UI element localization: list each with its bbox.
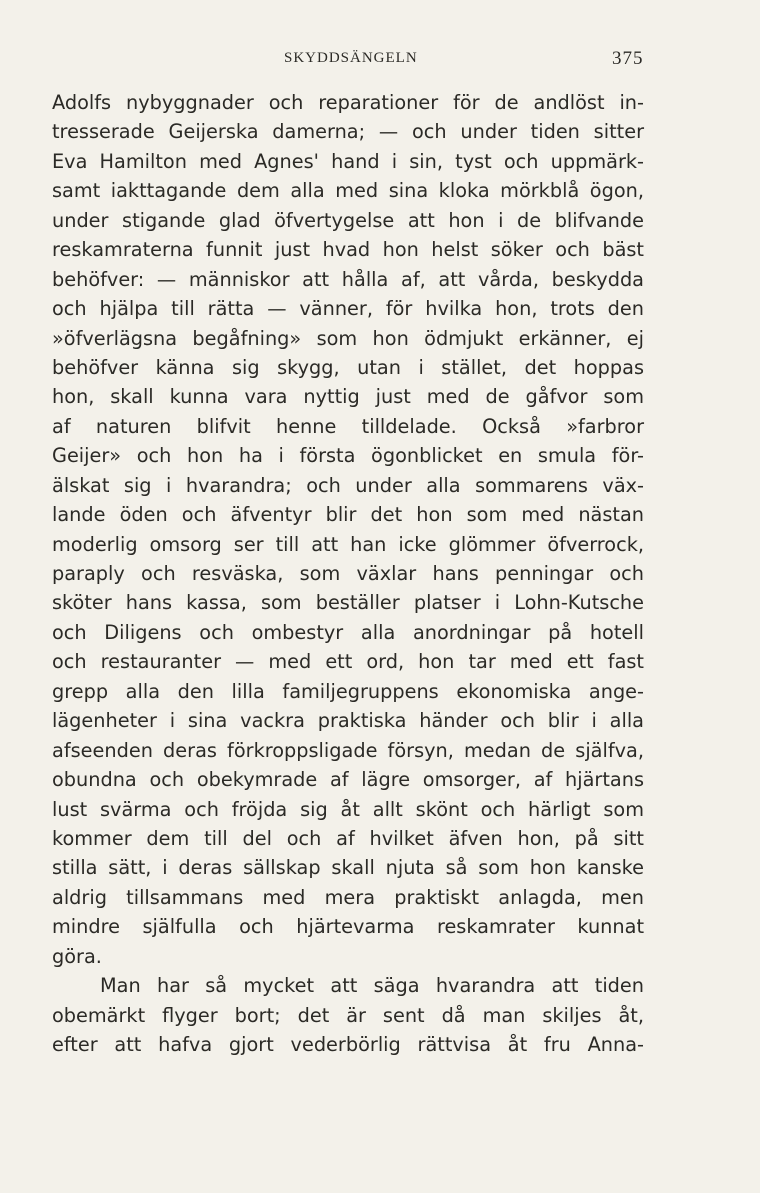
- text-line: tresserade Geijerska damerna; — och under tiden sitter: [52, 120, 644, 144]
- text-line: och restauranter — med ett ord, hon tar med ett fast: [52, 650, 644, 674]
- paragraph-end-line: göra.: [52, 944, 102, 968]
- text-line: reskamraterna funnit just hvad hon helst söker och bäst: [52, 238, 644, 262]
- text-line: Geijer» och hon ha i första ögonblicket en smula för-: [52, 444, 644, 468]
- text-line: hon, skall kunna vara nyttig just med de gåfvor som: [52, 385, 644, 409]
- text-line: obemärkt flyger bort; det är sent då man skiljes åt,: [52, 1003, 644, 1027]
- text-line: lust svärma och fröjda sig åt allt skönt och härligt som: [52, 797, 644, 821]
- text-line: mindre själfulla och hjärtevarma reskamrater kunnat: [52, 915, 644, 939]
- paragraph-start-line: Man har så mycket att säga hvarandra att tiden: [100, 974, 644, 998]
- text-line: behöfver känna sig skygg, utan i stället, det hoppas: [52, 355, 644, 379]
- text-line: afseenden deras förkroppsligade försyn, medan de själfva,: [52, 738, 644, 762]
- text-line: kommer dem till del och af hvilket äfven hon, på sitt: [52, 826, 644, 850]
- running-title: SKYDDSÄNGELN: [284, 50, 418, 66]
- text-line: och Diligens och ombestyr alla anordningar på hotell: [52, 620, 644, 644]
- text-line: älskat sig i hvarandra; och under alla sommarens väx-: [52, 473, 644, 497]
- text-line: efter att hafva gjort vederbörlig rättvisa åt fru Anna-: [52, 1033, 644, 1056]
- page-header: [0, 50, 760, 74]
- text-line: »öfverlägsna begåfning» som hon ödmjukt erkänner, ej: [52, 326, 644, 350]
- body-text: [52, 88, 644, 1059]
- text-line: sköter hans kassa, som beställer platser i Lohn-Kutsche: [52, 591, 644, 615]
- text-line: stilla sätt, i deras sällskap skall njuta så som hon kanske: [52, 856, 644, 880]
- text-line: moderlig omsorg ser till att han icke glömmer öfverrock,: [52, 532, 644, 556]
- text-line: obundna och obekymrade af lägre omsorger, af hjärtans: [52, 768, 644, 792]
- text-line: Eva Hamilton med Agnes' hand i sin, tyst och uppmärk-: [52, 149, 644, 173]
- text-line: samt iakttagande dem alla med sina kloka mörkblå ögon,: [52, 179, 644, 203]
- text-line: af naturen blifvit henne tilldelade. Också »farbror: [52, 414, 644, 438]
- page-number: 375: [612, 48, 644, 69]
- text-line: Adolfs nybyggnader och reparationer för de andlöst in-: [52, 91, 644, 114]
- text-line: under stigande glad öfvertygelse att hon i de blifvande: [52, 208, 644, 232]
- text-line: behöfver: — människor att hålla af, att vårda, beskydda: [52, 267, 644, 291]
- text-line: lägenheter i sina vackra praktiska händer och blir i alla: [52, 709, 644, 733]
- text-line: lande öden och äfventyr blir det hon som med nästan: [52, 503, 644, 527]
- text-line: paraply och resväska, som växlar hans penningar och: [52, 562, 644, 585]
- text-line: aldrig tillsammans med mera praktiskt anlagda, men: [52, 885, 644, 909]
- text-line: och hjälpa till rätta — vänner, för hvilka hon, trots den: [52, 297, 644, 321]
- text-line: grepp alla den lilla familjegruppens ekonomiska ange-: [52, 679, 644, 703]
